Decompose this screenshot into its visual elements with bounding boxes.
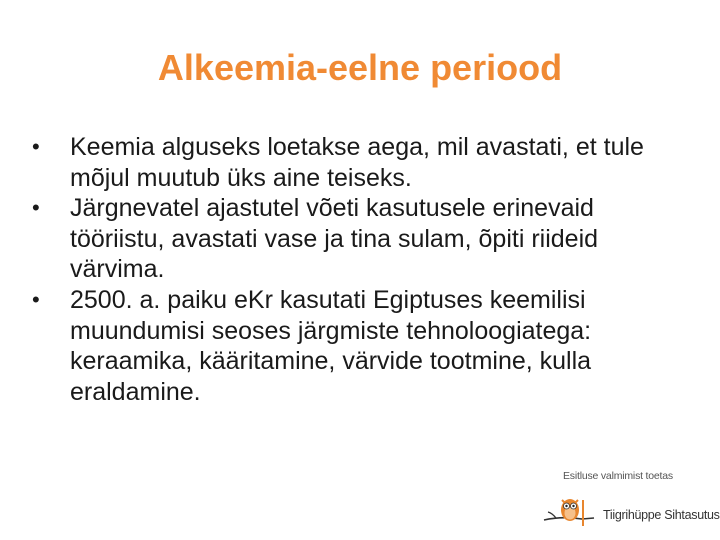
sponsor-note: Esitluse valmimist toetas — [563, 470, 673, 482]
bullet-marker: • — [32, 195, 40, 221]
bullet-marker: • — [32, 286, 40, 312]
bullet-text: 2500. a. paiku eKr kasutati Egiptuses keemilisi muundumisi seoses järgmiste tehnoloogiatega: keraamika, kääritamine, värvide tootmine, kulla eraldamine. — [70, 285, 592, 406]
bullet-text: Keemia alguseks loetakse aega, mil avastati, et tule mõjul muutub üks aine teiseks. — [70, 133, 644, 192]
bullet-list — [26, 132, 686, 407]
bullet-marker: • — [32, 134, 40, 159]
bullet-item — [26, 285, 686, 407]
logo-name: Tiigrihüppe Sihtasutus — [603, 508, 720, 522]
bullet-item — [26, 193, 686, 285]
bullet-item — [26, 132, 686, 193]
bullet-text: Järgnevatel ajastutel võeti kasutusele erinevaid tööriistu, avastati vase ja tina sulam, õpiti riideid värvima. — [70, 194, 599, 284]
slide-title: Alkeemia-eelne periood — [157, 47, 563, 88]
